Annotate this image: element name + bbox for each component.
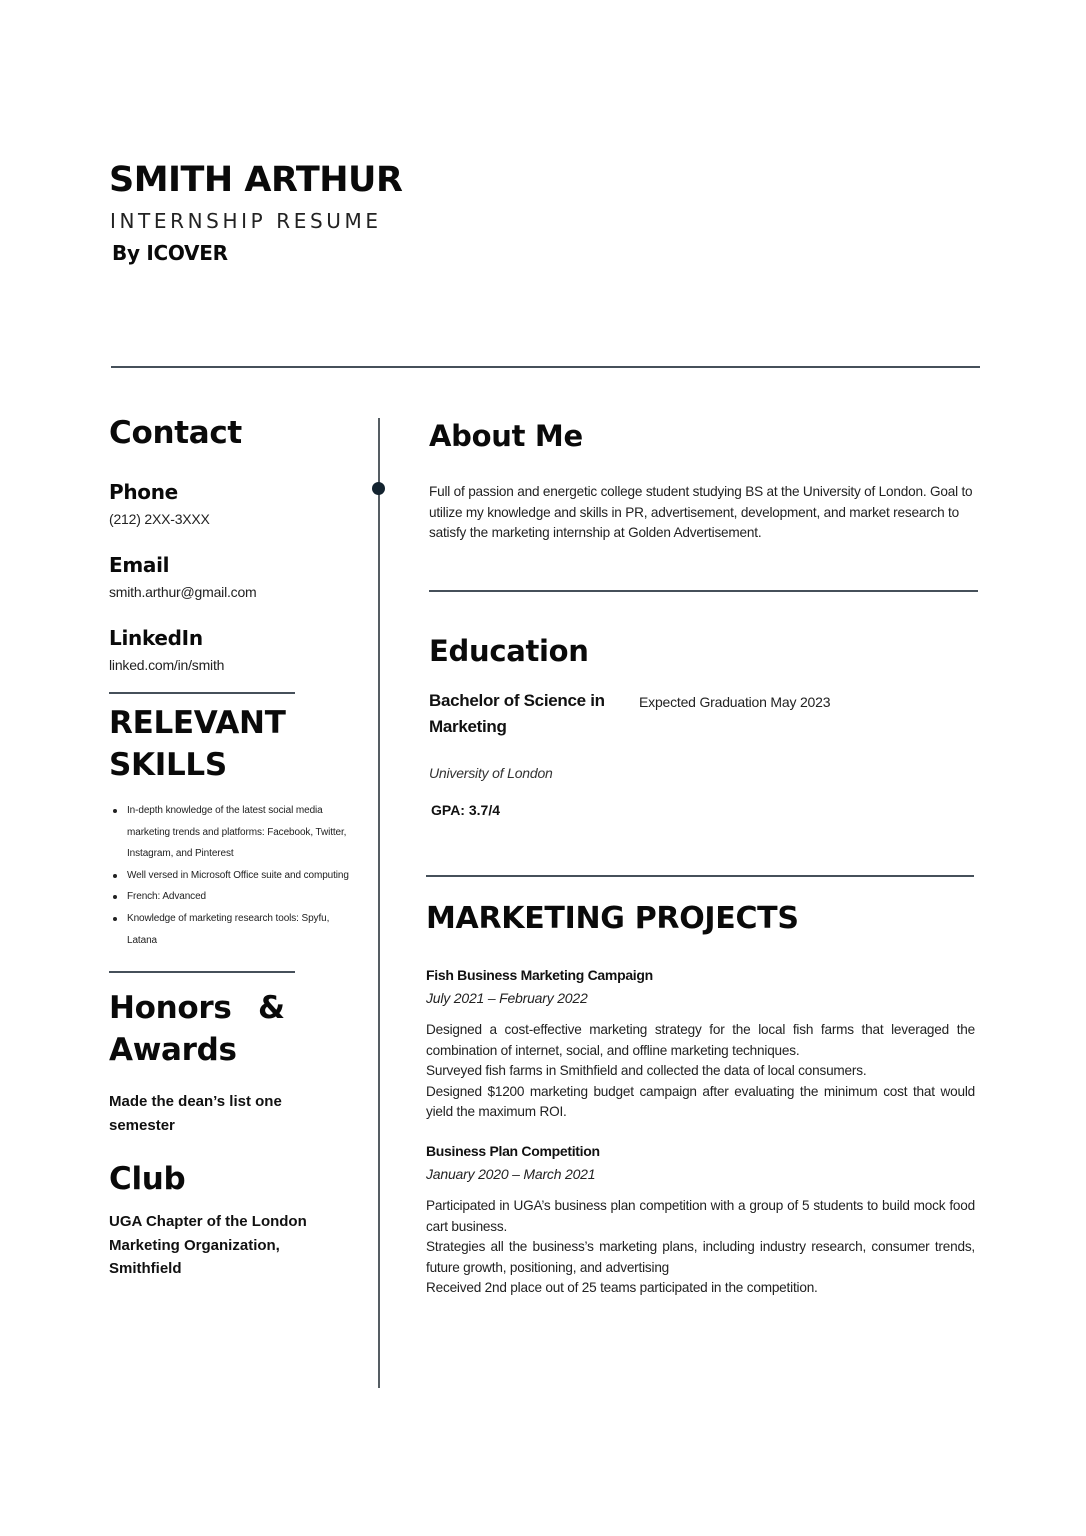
about-text: Full of passion and energetic college student studying BS at the University of London. Goal to utilize my knowledge and skills in PR, advertisement, development, and market research to satisfy the marketing internship at Golden Advertisement.: [429, 484, 973, 540]
timeline-dot-icon: [372, 482, 385, 495]
project-description: [426, 1020, 975, 1123]
university-name: University of London: [429, 765, 553, 781]
project-bullet: Participated in UGA’s business plan competition with a group of 5 students to build mock food cart business.: [426, 1198, 975, 1234]
honors-text: Made the dean’s list one semester: [109, 1093, 282, 1134]
contact-divider: [109, 692, 295, 694]
education-divider: [426, 875, 974, 877]
awards-title-word: Awards: [109, 1032, 237, 1068]
projects-section-title: MARKETING PROJECTS: [426, 901, 799, 936]
club-text: UGA Chapter of the London Marketing Organization, Smithfield: [109, 1213, 307, 1277]
degree-title: Bachelor of Science in Marketing: [429, 691, 605, 736]
about-divider: [429, 590, 978, 592]
education-section-title: Education: [429, 634, 589, 668]
honors-section-title: [109, 987, 289, 1071]
project-description: [426, 1196, 975, 1299]
skills-section-title: RELEVANT SKILLS: [109, 705, 286, 783]
column-divider-line: [378, 418, 380, 1388]
about-section-title: About Me: [429, 419, 583, 453]
project-bullet: Designed $1200 marketing budget campaign after evaluating the minimum cost that would yield the maximum ROI.: [426, 1083, 975, 1119]
resume-subtitle: INTERNSHIP RESUME: [110, 209, 382, 233]
project-title: Business Plan Competition: [426, 1143, 600, 1159]
project-title: Fish Business Marketing Campaign: [426, 967, 653, 983]
skill-item: Knowledge of marketing research tools: Spyfu, Latana: [109, 908, 359, 951]
project-bullet: Surveyed fish farms in Smithfield and collected the data of local consumers.: [426, 1063, 867, 1078]
phone-value: (212) 2XX-3XXX: [109, 511, 210, 527]
email-value: smith.arthur@gmail.com: [109, 584, 257, 600]
project-bullet: Strategies all the business’s marketing plans, including industry research, consumer trends, future growth, positioning, and advertising: [426, 1239, 975, 1275]
graduation-date: Expected Graduation May 2023: [639, 694, 831, 710]
byline: By ICOVER: [112, 241, 228, 265]
contact-section-title: Contact: [109, 415, 242, 451]
header-divider: [111, 366, 980, 368]
honors-title-ampersand: &: [258, 990, 285, 1026]
linkedin-label: LinkedIn: [109, 626, 203, 650]
club-section-title: Club: [109, 1161, 186, 1197]
skills-list: [109, 800, 359, 951]
email-label: Email: [109, 553, 170, 577]
project-dates: July 2021 – February 2022: [426, 990, 588, 1006]
project-dates: January 2020 – March 2021: [426, 1166, 596, 1182]
skill-item: In-depth knowledge of the latest social media marketing trends and platforms: Facebook, Twitter, Instagram, and Pinterest: [109, 800, 359, 865]
skills-divider: [109, 971, 295, 973]
skill-item: Well versed in Microsoft Office suite and computing: [109, 865, 359, 887]
skill-item: French: Advanced: [109, 886, 359, 908]
candidate-name: SMITH ARTHUR: [109, 160, 403, 200]
project-bullet: Received 2nd place out of 25 teams participated in the competition.: [426, 1280, 818, 1295]
linkedin-value: linked.com/in/smith: [109, 657, 225, 673]
gpa: GPA: 3.7/4: [431, 802, 500, 818]
honors-title-word: Honors: [109, 990, 232, 1026]
phone-label: Phone: [109, 480, 178, 504]
project-bullet: Designed a cost-effective marketing strategy for the local fish farms that leveraged the combination of internet, social, and offline marketing techniques.: [426, 1022, 975, 1058]
